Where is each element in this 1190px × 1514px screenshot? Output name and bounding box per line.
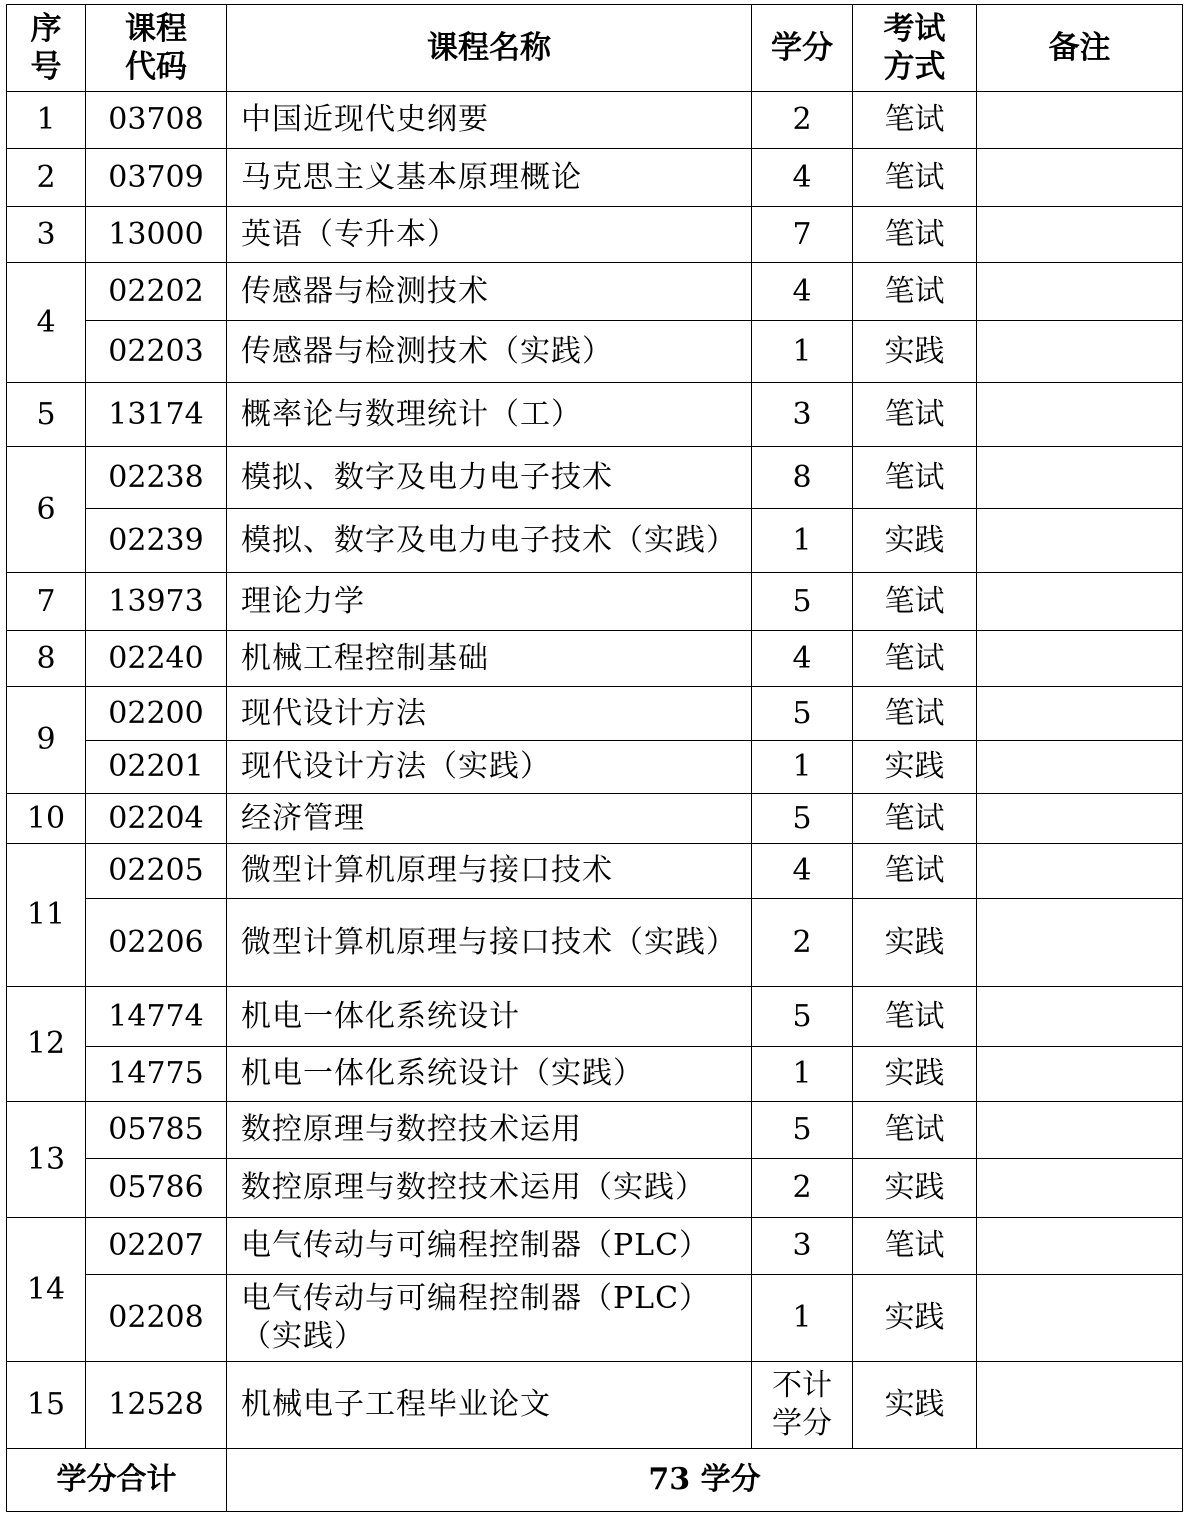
table-row [7, 794, 1183, 844]
note-cell [977, 987, 1183, 1047]
seq-cell: 9 [7, 687, 86, 794]
method-cell: 笔试 [853, 149, 977, 207]
seq-cell: 7 [7, 573, 86, 631]
credit-cell: 1 [752, 1047, 853, 1102]
credit-cell: 7 [752, 207, 853, 263]
seq-cell: 12 [7, 987, 86, 1102]
code-cell: 02205 [86, 844, 227, 899]
table-row [7, 1218, 1183, 1275]
note-cell [977, 92, 1183, 149]
code-cell: 02200 [86, 687, 227, 741]
name-cell: 现代设计方法（实践） [227, 741, 752, 794]
note-cell [977, 263, 1183, 321]
credit-cell: 2 [752, 92, 853, 149]
method-cell: 笔试 [853, 573, 977, 631]
note-cell [977, 447, 1183, 509]
credit-cell: 3 [752, 1218, 853, 1275]
credit-cell: 1 [752, 741, 853, 794]
method-cell: 笔试 [853, 687, 977, 741]
table-row [7, 741, 1183, 794]
name-cell: 机电一体化系统设计（实践） [227, 1047, 752, 1102]
table-row [7, 263, 1183, 321]
code-cell: 13000 [86, 207, 227, 263]
code-cell: 02203 [86, 321, 227, 383]
method-cell: 实践 [853, 1159, 977, 1218]
code-cell: 02240 [86, 631, 227, 687]
note-cell [977, 383, 1183, 447]
table-row [7, 987, 1183, 1047]
method-cell: 实践 [853, 1047, 977, 1102]
name-cell: 电气传动与可编程控制器（PLC） [227, 1218, 752, 1275]
code-cell: 02207 [86, 1218, 227, 1275]
credit-cell: 1 [752, 1275, 853, 1362]
credit-cell: 不计学分 [752, 1362, 853, 1449]
method-cell: 实践 [853, 321, 977, 383]
table-row [7, 844, 1183, 899]
note-cell [977, 321, 1183, 383]
name-cell: 现代设计方法 [227, 687, 752, 741]
course-table [6, 4, 1183, 1512]
note-cell [977, 573, 1183, 631]
name-cell: 模拟、数字及电力电子技术 [227, 447, 752, 509]
credit-cell: 3 [752, 383, 853, 447]
note-cell [977, 1362, 1183, 1449]
note-cell [977, 1102, 1183, 1159]
credit-cell: 2 [752, 899, 853, 987]
name-cell: 微型计算机原理与接口技术 [227, 844, 752, 899]
table-row [7, 687, 1183, 741]
code-cell: 03708 [86, 92, 227, 149]
note-cell [977, 794, 1183, 844]
credit-cell: 5 [752, 573, 853, 631]
code-cell: 13973 [86, 573, 227, 631]
method-cell: 实践 [853, 899, 977, 987]
code-cell: 02206 [86, 899, 227, 987]
code-cell: 02204 [86, 794, 227, 844]
seq-cell: 10 [7, 794, 86, 844]
code-cell: 14775 [86, 1047, 227, 1102]
name-cell: 传感器与检测技术（实践） [227, 321, 752, 383]
code-cell: 02238 [86, 447, 227, 509]
header-method: 考试方式 [853, 5, 977, 92]
code-cell: 05785 [86, 1102, 227, 1159]
method-cell: 实践 [853, 509, 977, 573]
table-row [7, 1102, 1183, 1159]
seq-cell: 15 [7, 1362, 86, 1449]
method-cell: 笔试 [853, 631, 977, 687]
name-cell: 英语（专升本） [227, 207, 752, 263]
table-row [7, 207, 1183, 263]
seq-cell: 8 [7, 631, 86, 687]
method-cell: 实践 [853, 1275, 977, 1362]
name-cell: 数控原理与数控技术运用（实践） [227, 1159, 752, 1218]
note-cell [977, 207, 1183, 263]
method-cell: 笔试 [853, 383, 977, 447]
name-cell: 马克思主义基本原理概论 [227, 149, 752, 207]
credit-cell: 1 [752, 509, 853, 573]
seq-cell: 11 [7, 844, 86, 987]
name-cell: 中国近现代史纲要 [227, 92, 752, 149]
name-cell: 电气传动与可编程控制器（PLC）（实践） [227, 1275, 752, 1362]
table-row [7, 149, 1183, 207]
header-code: 课程代码 [86, 5, 227, 92]
method-cell: 笔试 [853, 1102, 977, 1159]
method-cell: 笔试 [853, 447, 977, 509]
total-label: 学分合计 [7, 1449, 227, 1512]
note-cell [977, 687, 1183, 741]
seq-cell: 3 [7, 207, 86, 263]
code-cell: 02239 [86, 509, 227, 573]
name-cell: 模拟、数字及电力电子技术（实践） [227, 509, 752, 573]
name-cell: 传感器与检测技术 [227, 263, 752, 321]
seq-cell: 6 [7, 447, 86, 573]
code-cell: 02208 [86, 1275, 227, 1362]
header-row [7, 5, 1183, 92]
method-cell: 笔试 [853, 844, 977, 899]
method-cell: 实践 [853, 1362, 977, 1449]
table-row [7, 447, 1183, 509]
credit-cell: 1 [752, 321, 853, 383]
name-cell: 概率论与数理统计（工） [227, 383, 752, 447]
credit-cell: 8 [752, 447, 853, 509]
seq-cell: 4 [7, 263, 86, 383]
credit-cell: 5 [752, 687, 853, 741]
seq-cell: 5 [7, 383, 86, 447]
header-credit: 学分 [752, 5, 853, 92]
credit-cell: 4 [752, 263, 853, 321]
credit-cell: 5 [752, 1102, 853, 1159]
method-cell: 笔试 [853, 207, 977, 263]
table-body [7, 92, 1183, 1449]
header-note: 备注 [977, 5, 1183, 92]
name-cell: 微型计算机原理与接口技术（实践） [227, 899, 752, 987]
note-cell [977, 741, 1183, 794]
table-row [7, 1159, 1183, 1218]
code-cell: 12528 [86, 1362, 227, 1449]
method-cell: 实践 [853, 741, 977, 794]
seq-cell: 1 [7, 92, 86, 149]
method-cell: 笔试 [853, 794, 977, 844]
name-cell: 机电一体化系统设计 [227, 987, 752, 1047]
table-row [7, 383, 1183, 447]
credit-cell: 5 [752, 987, 853, 1047]
name-cell: 机械工程控制基础 [227, 631, 752, 687]
code-cell: 02201 [86, 741, 227, 794]
credit-cell: 2 [752, 1159, 853, 1218]
note-cell [977, 844, 1183, 899]
code-cell: 05786 [86, 1159, 227, 1218]
note-cell [977, 1047, 1183, 1102]
method-cell: 笔试 [853, 92, 977, 149]
credit-cell: 4 [752, 631, 853, 687]
seq-cell: 14 [7, 1218, 86, 1362]
name-cell: 经济管理 [227, 794, 752, 844]
credit-cell: 4 [752, 149, 853, 207]
total-row [7, 1449, 1183, 1512]
seq-cell: 2 [7, 149, 86, 207]
table-row [7, 899, 1183, 987]
name-cell: 理论力学 [227, 573, 752, 631]
method-cell: 笔试 [853, 987, 977, 1047]
code-cell: 02202 [86, 263, 227, 321]
code-cell: 13174 [86, 383, 227, 447]
credit-cell: 4 [752, 844, 853, 899]
header-seq: 序号 [7, 5, 86, 92]
table-row [7, 509, 1183, 573]
table-row [7, 321, 1183, 383]
note-cell [977, 509, 1183, 573]
table-row [7, 1047, 1183, 1102]
method-cell: 笔试 [853, 1218, 977, 1275]
note-cell [977, 899, 1183, 987]
seq-cell: 13 [7, 1102, 86, 1218]
name-cell: 机械电子工程毕业论文 [227, 1362, 752, 1449]
header-name: 课程名称 [227, 5, 752, 92]
table-row [7, 92, 1183, 149]
table-row [7, 573, 1183, 631]
note-cell [977, 1275, 1183, 1362]
total-value: 73 学分 [227, 1449, 1183, 1512]
credit-cell: 5 [752, 794, 853, 844]
note-cell [977, 149, 1183, 207]
code-cell: 03709 [86, 149, 227, 207]
note-cell [977, 631, 1183, 687]
code-cell: 14774 [86, 987, 227, 1047]
table-row [7, 1275, 1183, 1362]
note-cell [977, 1218, 1183, 1275]
note-cell [977, 1159, 1183, 1218]
table-row [7, 631, 1183, 687]
name-cell: 数控原理与数控技术运用 [227, 1102, 752, 1159]
table-row [7, 1362, 1183, 1449]
method-cell: 笔试 [853, 263, 977, 321]
